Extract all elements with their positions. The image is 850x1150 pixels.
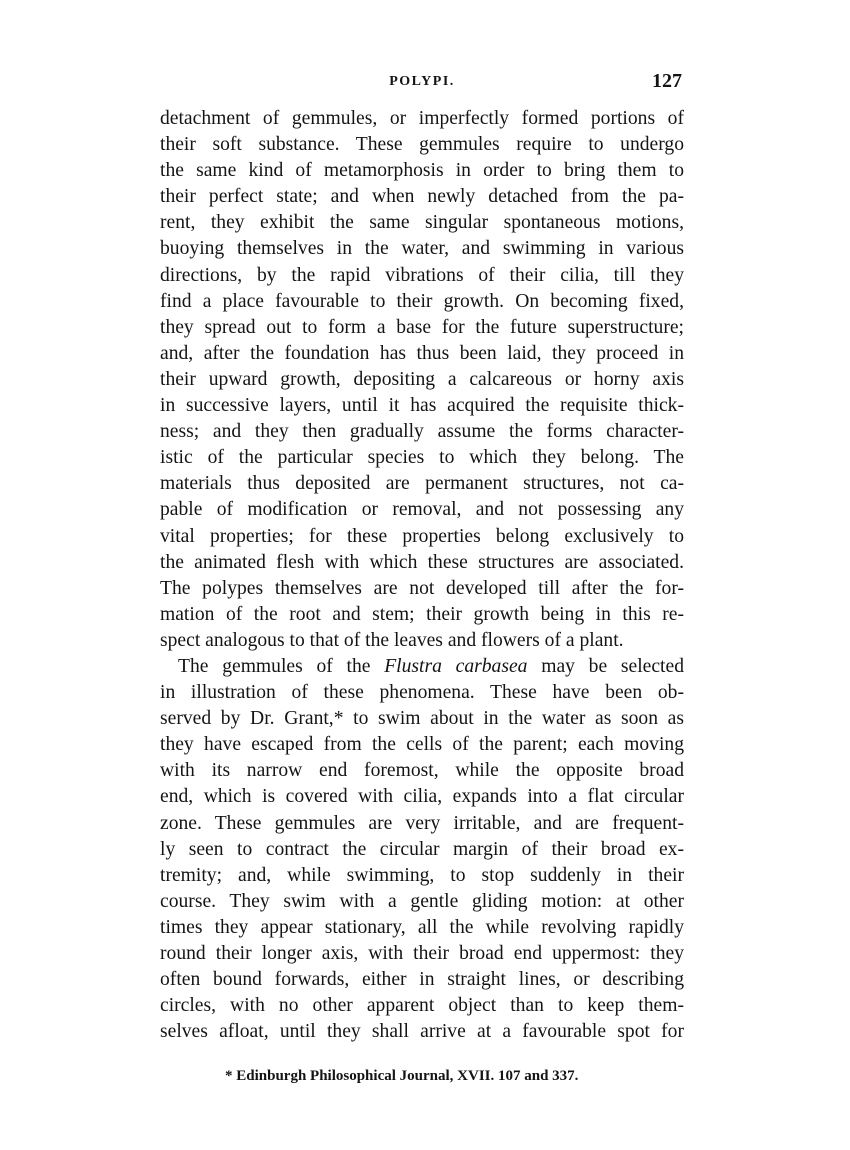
footnote: * Edinburgh Philosophical Journal, XVII. 107 and 337. bbox=[225, 1068, 579, 1084]
text-line: directions, by the rapid vibrations of their cilia, till they bbox=[160, 264, 684, 286]
text-line: their perfect state; and when newly detached from the pa- bbox=[160, 186, 684, 208]
text-line: materials thus deposited are permanent structures, not ca- bbox=[160, 473, 684, 495]
page-header bbox=[160, 70, 684, 96]
text-line: zone. These gemmules are very irritable, and are frequent- bbox=[160, 812, 684, 834]
text-line: detachment of gemmules, or imperfectly formed portions of bbox=[160, 108, 684, 129]
text-line: ness; and they then gradually assume the forms character- bbox=[160, 421, 684, 443]
text-line: spect analogous to that of the leaves and flowers of a plant. bbox=[160, 629, 624, 651]
text-line: selves afloat, until they shall arrive at a favourable spot for bbox=[160, 1021, 684, 1043]
text-line: they have escaped from the cells of the parent; each moving bbox=[160, 734, 684, 756]
text-line: times they appear stationary, all the while revolving rapidly bbox=[160, 916, 684, 938]
page-number: 127 bbox=[652, 70, 682, 92]
text-line: in illustration of these phenomena. These have been ob- bbox=[160, 682, 684, 704]
text-line: with its narrow end foremost, while the opposite broad bbox=[160, 760, 684, 782]
text-line: The polypes themselves are not developed till after the for- bbox=[160, 577, 684, 599]
text-line: in successive layers, until it has acquired the requisite thick- bbox=[160, 395, 684, 417]
text-line: they spread out to form a base for the future superstructure; bbox=[160, 316, 684, 338]
paragraph-start-line bbox=[160, 654, 684, 680]
text-line: the animated flesh with which these structures are associated. bbox=[160, 551, 684, 573]
text-line: tremity; and, while swimming, to stop suddenly in their bbox=[160, 864, 684, 886]
text-line: end, which is covered with cilia, expands into a flat circular bbox=[160, 786, 684, 808]
text-line: served by Dr. Grant,* to swim about in the water as soon as bbox=[160, 708, 684, 730]
text-run: The gemmules of the bbox=[178, 655, 385, 677]
text-line: their upward growth, depositing a calcareous or horny axis bbox=[160, 368, 684, 390]
text-line: istic of the particular species to which they belong. The bbox=[160, 447, 684, 469]
text-line: buoying themselves in the water, and swimming in various bbox=[160, 238, 684, 260]
text-line: course. They swim with a gentle gliding motion: at other bbox=[160, 890, 684, 912]
text-line: often bound forwards, either in straight lines, or describing bbox=[160, 969, 684, 991]
text-line: ly seen to contract the circular margin of their broad ex- bbox=[160, 838, 684, 860]
text-line: round their longer axis, with their broad end uppermost: they bbox=[160, 943, 684, 964]
body-text bbox=[160, 106, 684, 1045]
text-line: vital properties; for these properties belong exclusively to bbox=[160, 525, 684, 547]
text-line: circles, with no other apparent object than to keep them- bbox=[160, 995, 684, 1017]
text-line: pable of modification or removal, and not possessing any bbox=[160, 499, 684, 521]
text-line: rent, they exhibit the same singular spontaneous motions, bbox=[160, 212, 684, 234]
running-head: POLYPI. bbox=[389, 74, 455, 89]
text-line: and, after the foundation has thus been laid, they proceed in bbox=[160, 342, 684, 364]
text-line: find a place favourable to their growth. On becoming fixed, bbox=[160, 290, 684, 312]
text-line: the same kind of metamorphosis in order to bring them to bbox=[160, 160, 684, 182]
species-name: Flustra carbasea bbox=[384, 655, 528, 677]
text-line: mation of the root and stem; their growth being in this re- bbox=[160, 603, 684, 625]
text-run: may be selected bbox=[527, 655, 684, 677]
text-line: their soft substance. These gemmules require to undergo bbox=[160, 134, 684, 156]
